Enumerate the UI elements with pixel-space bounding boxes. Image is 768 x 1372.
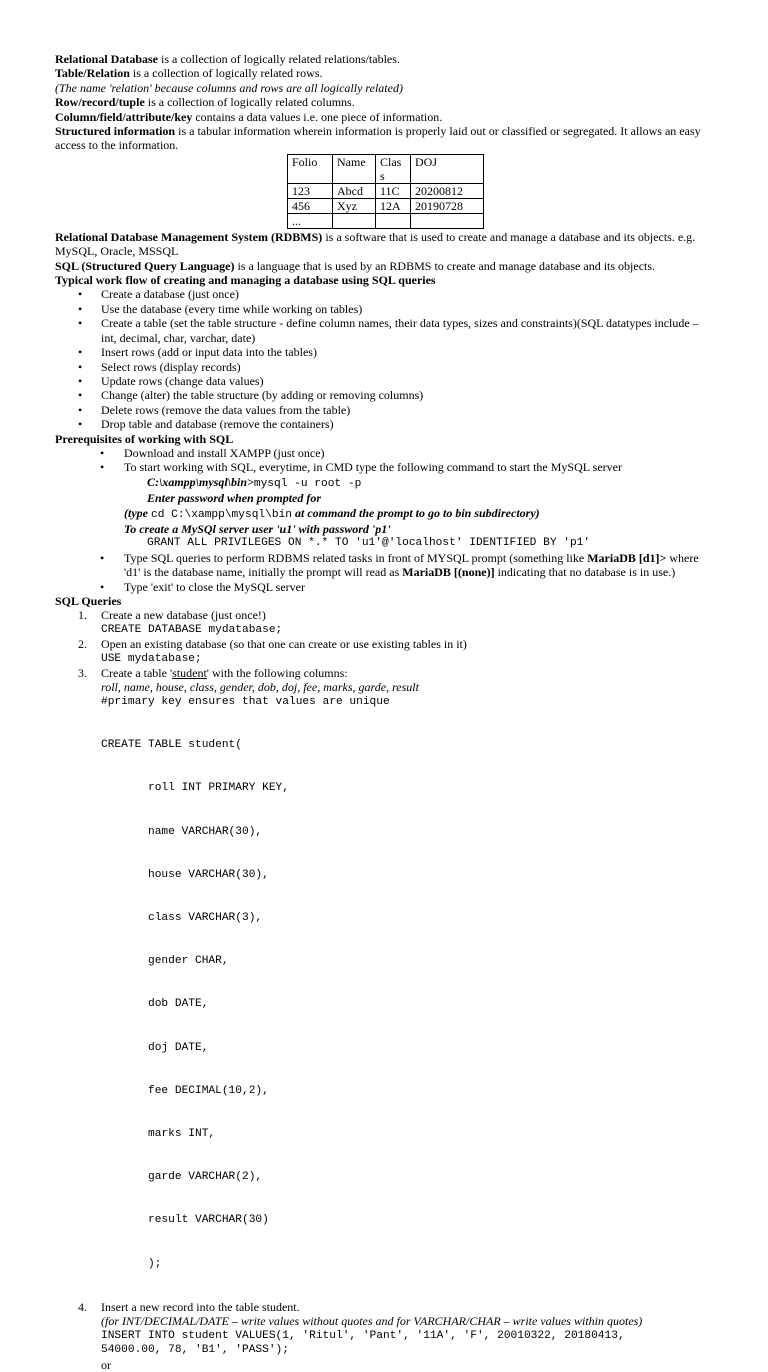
code-comment: #primary key ensures that values are unique bbox=[101, 695, 390, 708]
table-cell: 11C bbox=[376, 183, 411, 198]
grant-command: GRANT ALL PRIVILEGES ON *.* TO 'u1'@'localhost' IDENTIFIED BY 'p1' bbox=[147, 537, 591, 550]
table-cell: ... bbox=[288, 213, 333, 228]
document-page bbox=[55, 52, 715, 1372]
table-row bbox=[288, 213, 484, 228]
list-item: • Type SQL queries to perform RDBMS related tasks in front of MYSQL prompt (something like MariaDB [d1]> where 'd1' is the database name, initially the prompt will read as MariaDB [(none)] indicating that no database is in use.) bbox=[55, 551, 715, 580]
def-rdbms: Relational Database Management System (RDBMS) is a software that is used to create and manage a database and its objects. e.g. MySQL, Oracle, MSSQL bbox=[55, 229, 696, 259]
sql-queries-heading: SQL Queries bbox=[55, 594, 122, 608]
table-cell: 20200812 bbox=[411, 183, 484, 198]
table-row bbox=[288, 198, 484, 213]
list-item: 3. Create a table 'student' with the following columns: roll, name, house, class, gender, dob, doj, fee, marks, garde, result #primary key ensures that values are unique CREATE TABLE student( roll INT PRIMARY KEY, name VARCHAR(30), house VARCHAR(30), class VARCHAR(3), gender CHAR, dob DATE, doj DATE, fee DECIMAL(10,2), marks INT, garde VARCHAR(2), result VARCHAR(30) ); bbox=[55, 666, 715, 1300]
code-insert: INSERT INTO student VALUES(1, 'Ritul', 'Pant', '11A', 'F', 20010322, 20180413, 54000.00, 78, 'B1', 'PASS'); bbox=[101, 1329, 625, 1357]
prereq-heading: Prerequisites of working with SQL bbox=[55, 431, 234, 446]
list-item: • Create a table (set the table structure - define column names, their data types, sizes and constraints)(SQL datatypes include – int, decimal, char, varchar, date) bbox=[55, 316, 715, 345]
workflow-list bbox=[55, 287, 715, 431]
queries-list bbox=[55, 608, 715, 1372]
or-text: or bbox=[101, 1357, 111, 1372]
cd-instruction: (type cd C:\xampp\mysql\bin at command the prompt to go to bin subdirectory) bbox=[124, 505, 540, 521]
def-table-relation: Table/Relation is a collection of logically related rows. bbox=[55, 66, 323, 81]
def-row: Row/record/tuple is a collection of logically related columns. bbox=[55, 95, 355, 110]
list-item: • Update rows (change data values) bbox=[55, 374, 715, 388]
def-sql: SQL (Structured Query Language) is a language that is used by an RDBMS to create and manage database and its objects. bbox=[55, 258, 656, 273]
table-cell bbox=[376, 213, 411, 228]
table-cell bbox=[411, 213, 484, 228]
list-item: • Use the database (every time while working on tables) bbox=[55, 302, 715, 316]
list-item: 4. Insert a new record into the table student. (for INT/DECIMAL/DATE – write values without quotes and for VARCHAR/CHAR – write values within quotes) INSERT INTO student VALUES(1, 'Ritul', 'Pant', '11A', 'F', 20010322, 20180413, 54000.00, 78, 'B1', 'PASS'); or bbox=[55, 1300, 715, 1372]
list-item: • Select rows (display records) bbox=[55, 360, 715, 374]
code-create-table: CREATE TABLE student( roll INT PRIMARY KEY, name VARCHAR(30), house VARCHAR(30), class VARCHAR(3), gender CHAR, dob DATE, doj DATE, fee DECIMAL(10,2), marks INT, garde VARCHAR(2), result VARCHAR(30) ); bbox=[101, 739, 289, 1270]
list-item: • Type 'exit' to close the MySQL server bbox=[55, 580, 715, 594]
code-use-database: USE mydatabase; bbox=[101, 652, 202, 665]
table-row bbox=[288, 183, 484, 198]
prereq-list bbox=[55, 446, 715, 594]
list-item: • Drop table and database (remove the containers) bbox=[55, 417, 715, 431]
code-create-database: CREATE DATABASE mydatabase; bbox=[101, 623, 283, 636]
def-relation-note: (The name 'relation' because columns and rows are all logically related) bbox=[55, 80, 403, 95]
list-item: • Delete rows (remove the data values from the table) bbox=[55, 403, 715, 417]
table-header-cell: Folio bbox=[288, 154, 333, 183]
table-cell: 456 bbox=[288, 198, 333, 213]
table-cell: Xyz bbox=[333, 198, 376, 213]
mysql-start-command: C:\xampp\mysql\bin>mysql -u root -p bbox=[147, 474, 362, 490]
list-item: • Download and install XAMPP (just once) bbox=[55, 446, 715, 460]
list-item: • Create a database (just once) bbox=[55, 287, 715, 301]
def-column: Column/field/attribute/key contains a data values i.e. one piece of information. bbox=[55, 109, 443, 124]
enter-password-note: Enter password when prompted for bbox=[147, 491, 322, 506]
def-structured-information: Structured information is a tabular information wherein information is properly laid out or classified or segregated. It allows an easy access to the information. bbox=[55, 124, 701, 153]
create-user-note: To create a MySQl server user 'u1' with password 'p1' bbox=[124, 521, 391, 536]
table-cell: 12A bbox=[376, 198, 411, 213]
list-item: • To start working with SQL, everytime, in CMD type the following command to start the MySQL server C:\xampp\mysql\bin>mysql -u root -p Enter password when prompted for (type cd C:\xampp\mysql\bin at command the prompt to go to bin subdirectory) To create a MySQl server user 'u1' with password 'p1' GRANT ALL PRIVILEGES ON *.* TO 'u1'@'localhost' IDENTIFIED BY 'p1' bbox=[55, 460, 715, 550]
table-header-cell: DOJ bbox=[411, 154, 484, 183]
workflow-heading: Typical work flow of creating and managing a database using SQL queries bbox=[55, 273, 436, 288]
table-cell: Abcd bbox=[333, 183, 376, 198]
table-header-row bbox=[288, 154, 484, 183]
list-item: 2. Open an existing database (so that one can create or use existing tables in it) USE mydatabase; bbox=[55, 637, 715, 666]
table-header-cell: Name bbox=[333, 154, 376, 183]
table-cell: 20190728 bbox=[411, 198, 484, 213]
list-item: 1. Create a new database (just once!) CREATE DATABASE mydatabase; bbox=[55, 608, 715, 637]
table-cell: 123 bbox=[288, 183, 333, 198]
def-relational-database: Relational Database is a collection of logically related relations/tables. bbox=[55, 52, 400, 66]
example-table bbox=[287, 154, 484, 229]
list-item: • Insert rows (add or input data into the tables) bbox=[55, 345, 715, 359]
table-header-cell: Clas s bbox=[376, 154, 411, 183]
list-item: • Change (alter) the table structure (by adding or removing columns) bbox=[55, 388, 715, 402]
table-cell bbox=[333, 213, 376, 228]
